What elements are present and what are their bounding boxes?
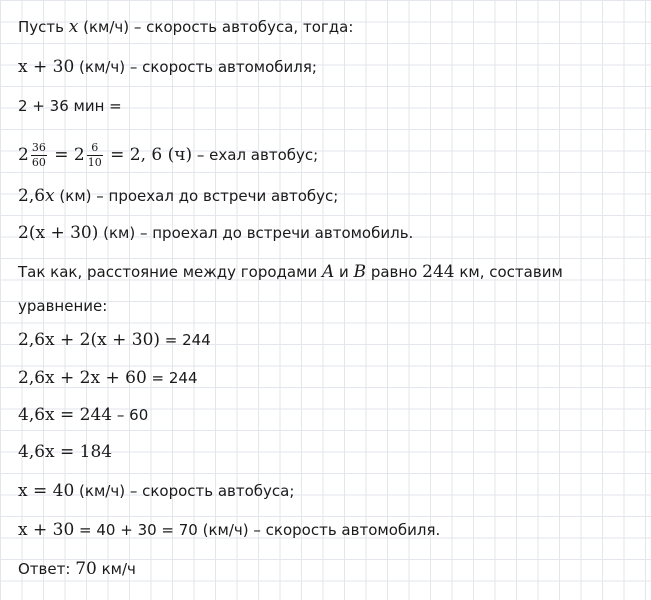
- math-expression: x = 40: [18, 481, 75, 501]
- text: – ехал автобус;: [192, 146, 319, 164]
- fraction-36-60: [31, 142, 47, 169]
- line-car-speed-result: [18, 520, 440, 540]
- line-answer: [18, 559, 136, 579]
- line-equation-word: [18, 296, 107, 316]
- text: км, составим: [454, 263, 563, 281]
- text: (км) – проехал до встречи автомобиль.: [98, 224, 414, 242]
- line-equation-3: [18, 405, 148, 425]
- text: уравнение:: [18, 297, 108, 315]
- text: км/ч: [96, 560, 136, 578]
- math-result: = 2, 6 (ч): [104, 145, 193, 165]
- math-number: 244: [422, 262, 455, 282]
- line-equation-2: [18, 368, 198, 388]
- math-number: 2,6: [18, 186, 46, 206]
- denominator: 10: [87, 156, 102, 169]
- math-expression: x + 30: [18, 520, 75, 540]
- text: Так как, расстояние между городами: [18, 263, 322, 281]
- numerator: 36: [31, 141, 46, 154]
- line-equation-4: [18, 442, 112, 462]
- text: (км/ч) – скорость автомобиля;: [74, 58, 317, 76]
- line-distance-condition: [18, 262, 563, 282]
- line-let-x-bus-speed: [18, 17, 353, 37]
- math-expression: x + 30: [18, 57, 75, 77]
- math-expression: 2,6x + 2x + 60: [18, 368, 147, 388]
- text: (км) – проехал до встречи автобус;: [54, 187, 339, 205]
- line-car-distance: [18, 223, 413, 243]
- math-expression: 2,6x + 2(x + 30): [18, 330, 161, 350]
- math-number: 70: [75, 559, 97, 579]
- line-bus-speed-result: [18, 481, 294, 501]
- math-var: x: [68, 17, 79, 37]
- line-bus-distance: [18, 186, 338, 206]
- text: 2 + 36 мин =: [18, 97, 122, 115]
- line-time-fraction: [18, 142, 318, 169]
- line-time-sum: [18, 96, 122, 116]
- text: и: [334, 263, 354, 281]
- math-equals: = 2: [48, 145, 85, 165]
- text: Ответ:: [18, 560, 76, 578]
- denominator: 60: [31, 156, 46, 169]
- text: = 244: [146, 369, 198, 387]
- math-var-a: A: [321, 262, 335, 282]
- math-expression: 2(x + 30): [18, 223, 99, 243]
- math-var-b: B: [353, 262, 367, 282]
- text: – 60: [112, 406, 149, 424]
- line-car-speed: [18, 57, 317, 77]
- text: (км/ч) – скорость автобуса;: [74, 482, 295, 500]
- fraction-6-10: [87, 142, 103, 169]
- text: Пусть: [18, 18, 69, 36]
- math-integer: 2: [18, 145, 29, 165]
- text: = 244: [160, 331, 211, 349]
- text: равно: [366, 263, 423, 281]
- text: (км/ч) – скорость автобуса, тогда:: [78, 18, 354, 36]
- numerator: 6: [87, 142, 103, 156]
- math-expression: 4,6x = 184: [18, 442, 113, 462]
- math-var: x: [45, 186, 55, 206]
- math-expression: 4,6x = 244: [18, 405, 113, 425]
- text: = 40 + 30 = 70 (км/ч) – скорость автомобиля.: [74, 521, 441, 539]
- line-equation-1: [18, 330, 211, 350]
